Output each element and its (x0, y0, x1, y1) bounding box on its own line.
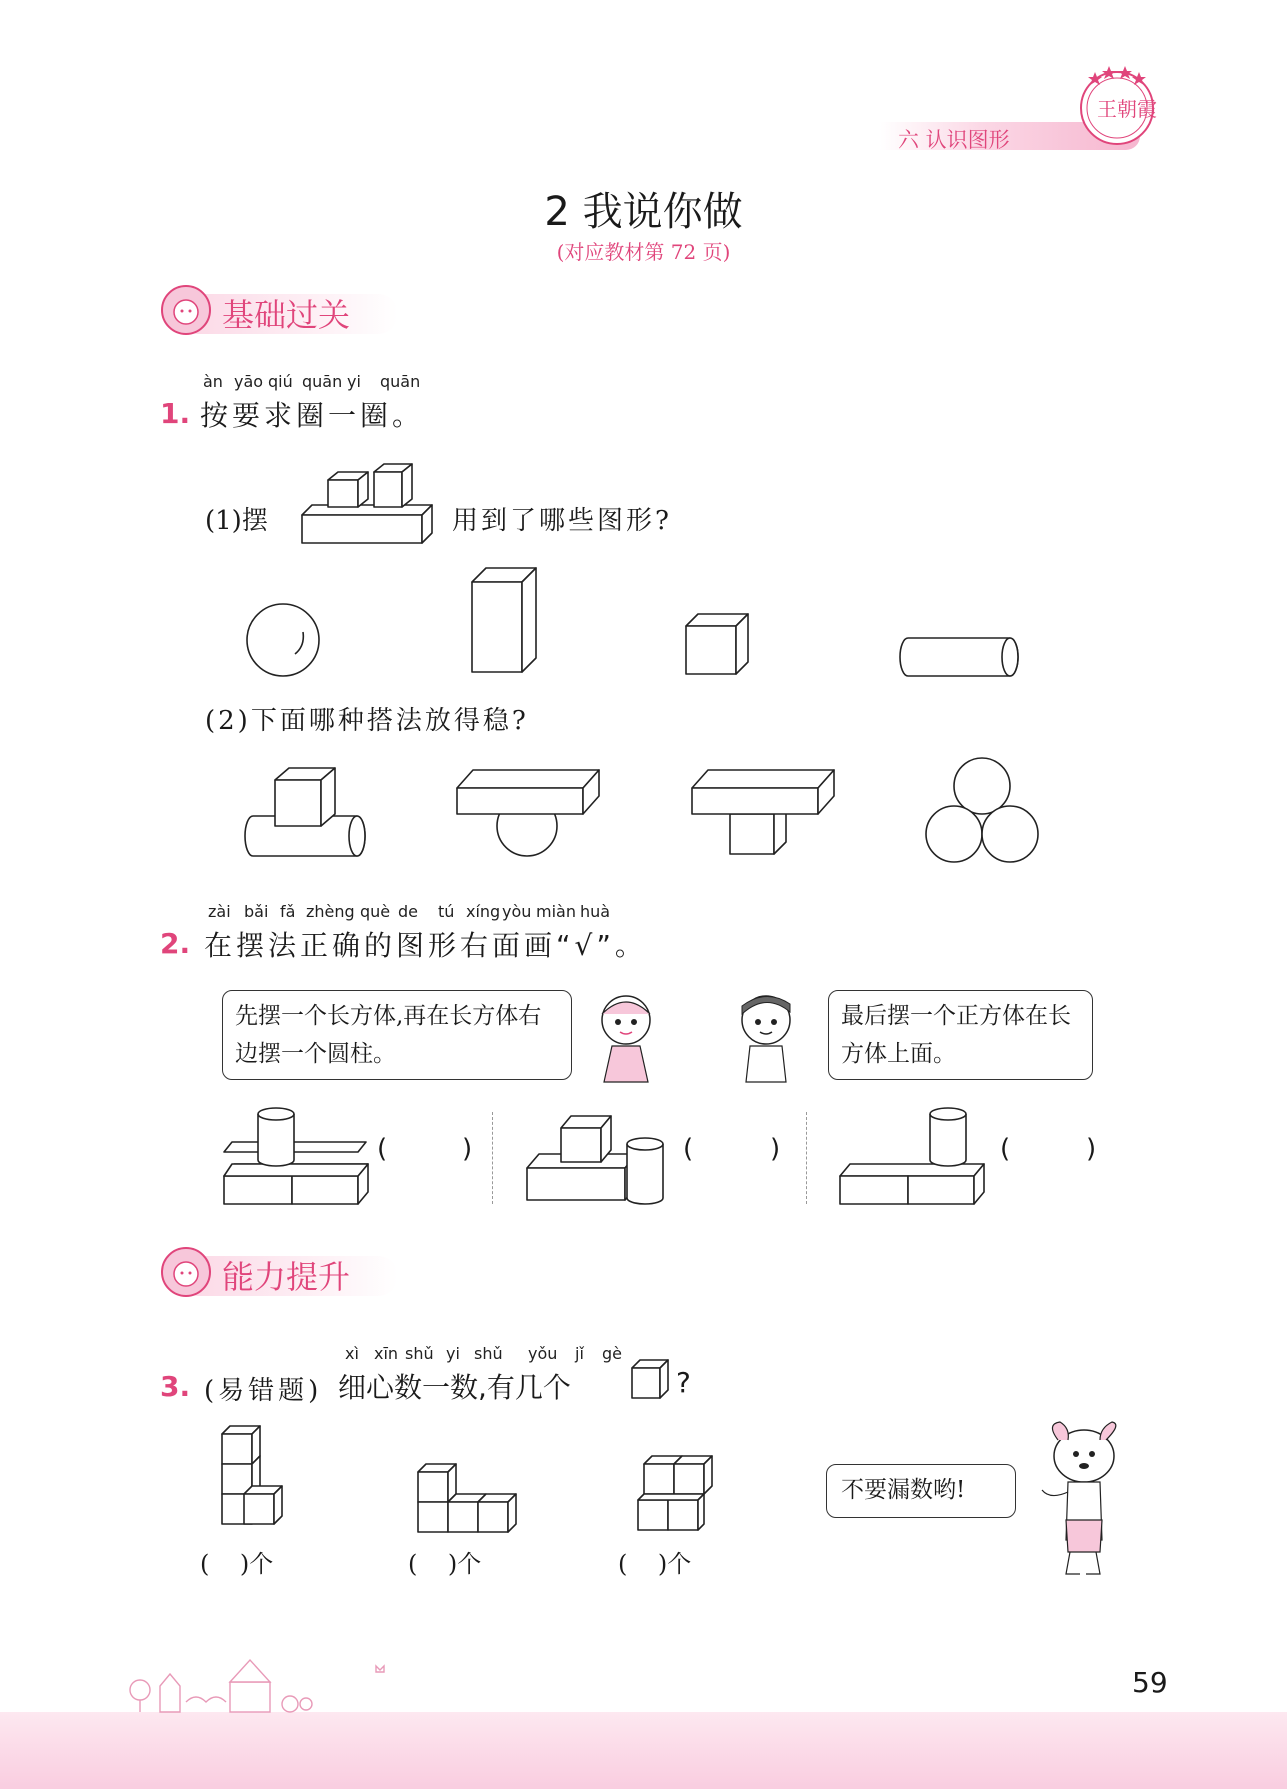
q2-pinyin-3: fǎ (280, 902, 296, 921)
chapter-title: 六 认识图形 (898, 128, 1010, 152)
stack-option-three-spheres[interactable] (922, 756, 1042, 866)
lesson-subtitle: (对应教材第 72 页) (556, 240, 731, 264)
footer-band (0, 1712, 1287, 1789)
q2-figure-b (525, 1110, 675, 1206)
girl-speech-bubble: 先摆一个长方体,再在长方体右边摆一个圆柱。 (222, 990, 572, 1080)
q1-pinyin-1: àn (203, 372, 223, 391)
q2-figure-a (222, 1104, 372, 1208)
q2-answer-a-close[interactable]: ) (462, 1134, 473, 1164)
q2-pinyin-5: què (360, 902, 391, 921)
girl-character (584, 990, 674, 1085)
q2-answer-b-close[interactable]: ) (770, 1134, 781, 1164)
q3-answer-a[interactable]: ( )个 (200, 1550, 274, 1578)
lesson-title: 2 我说你做 (544, 189, 743, 235)
q3-answer-c[interactable]: ( )个 (618, 1550, 692, 1578)
q2-answer-c-open[interactable]: ( (1000, 1134, 1011, 1164)
q3-pinyin-7: jǐ (575, 1344, 584, 1363)
stack-option-slab-on-sphere[interactable] (455, 766, 605, 858)
q3-tag: (易错题) (204, 1376, 323, 1406)
q1-pinyin-5: yi (347, 372, 361, 391)
q3-text: 细心数一数,有几个 (338, 1371, 571, 1404)
q2-pinyin-2: bǎi (244, 902, 269, 921)
q3-question-mark: ? (676, 1366, 691, 1399)
q3-number: 3. (160, 1370, 191, 1403)
dog-character (1030, 1420, 1140, 1580)
q3-pinyin-5: shǔ (474, 1344, 503, 1363)
q2-number: 2. (160, 927, 191, 960)
q2-pinyin-4: zhèng (306, 902, 355, 921)
block-stack-model (300, 462, 435, 562)
cube-stack-b (416, 1456, 526, 1536)
cylinder-option[interactable] (900, 636, 1020, 678)
q2-pinyin-9: yòu (502, 902, 532, 921)
q1-part1-prefix: (1)摆 (205, 506, 268, 536)
q2-pinyin-11: huà (580, 902, 611, 921)
q2-pinyin-7: tú (438, 902, 455, 921)
q3-pinyin-4: yi (446, 1344, 460, 1363)
q2-answer-a-open[interactable]: ( (377, 1134, 388, 1164)
q2-divider-2 (806, 1112, 807, 1204)
q1-text: 按要求圈一圈。 (200, 399, 425, 432)
q2-pinyin-10: miàn (536, 902, 576, 921)
boy-speech-bubble: 最后摆一个正方体在长方体上面。 (828, 990, 1093, 1080)
q1-number: 1. (160, 397, 191, 430)
tall-cuboid-option[interactable] (470, 566, 540, 676)
section-advanced-title: 能力提升 (222, 1258, 351, 1296)
cube-stack-c (636, 1454, 716, 1536)
q1-part2-text: (2)下面哪种搭法放得稳? (205, 706, 529, 736)
girl-mascot-icon (160, 284, 212, 336)
boy-character (722, 990, 812, 1085)
page-number: 59 (1132, 1666, 1168, 1699)
cube-icon (630, 1358, 672, 1402)
q2-pinyin-1: zài (208, 902, 231, 921)
q2-figure-c (838, 1104, 988, 1208)
stack-option-cube-on-cylinder[interactable] (245, 766, 370, 858)
cube-stack-a (220, 1424, 300, 1534)
q2-answer-c-close[interactable]: ) (1086, 1134, 1097, 1164)
q1-pinyin-6: quān (380, 372, 421, 391)
q1-pinyin-2: yāo (234, 372, 264, 391)
castle-illustration (120, 1646, 420, 1716)
q2-answer-b-open[interactable]: ( (683, 1134, 694, 1164)
stack-option-slab-on-cube[interactable] (690, 766, 840, 858)
q3-answer-b[interactable]: ( )个 (408, 1550, 482, 1578)
q2-text: 在摆法正确的图形右面画“√”。 (204, 929, 647, 962)
q3-pinyin-2: xīn (374, 1344, 399, 1363)
sphere-option[interactable] (245, 602, 321, 678)
svg-text:王朝霞: 王朝霞 (1097, 97, 1157, 121)
q3-pinyin-1: xì (345, 1344, 359, 1363)
dog-speech-bubble: 不要漏数哟! (826, 1464, 1016, 1518)
q2-divider-1 (492, 1112, 493, 1204)
q1-part1-suffix: 用到了哪些图形? (452, 506, 672, 536)
q2-pinyin-6: de (398, 902, 418, 921)
q2-pinyin-8: xíng (466, 902, 501, 921)
section-basic-title: 基础过关 (222, 296, 351, 334)
brand-seal-logo (1075, 60, 1160, 155)
q3-pinyin-3: shǔ (405, 1344, 434, 1363)
q3-pinyin-6: yǒu (528, 1344, 558, 1363)
dog-mascot-icon (160, 1246, 212, 1298)
q1-pinyin-4: quān (302, 372, 343, 391)
cube-option[interactable] (684, 612, 752, 676)
q1-pinyin-3: qiú (268, 372, 293, 391)
q3-pinyin-8: gè (602, 1344, 622, 1363)
